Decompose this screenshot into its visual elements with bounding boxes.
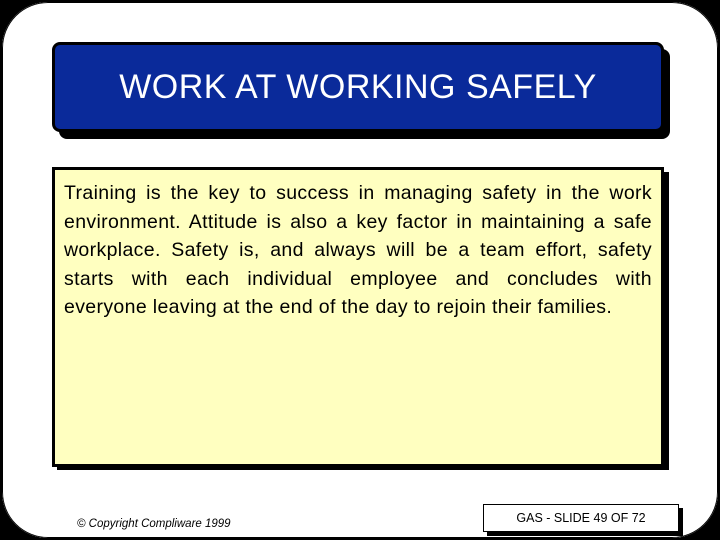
copyright-notice: © Copyright Compliware 1999	[77, 518, 231, 530]
slide-title: WORK AT WORKING SAFELY	[119, 67, 597, 106]
slide-number-badge: GAS - SLIDE 49 OF 72	[483, 504, 679, 532]
body-text: Training is the key to success in managing safety in the work environment. Attitude is also a key factor in maintaining a safe workplace. Safety is, and always will be a team effort, safety starts with each individual employee and concludes with everyone leaving at the end of the day to rejoin their families.	[64, 182, 652, 318]
title-banner	[52, 42, 664, 132]
body-panel	[52, 167, 664, 467]
slide-frame	[2, 2, 718, 538]
